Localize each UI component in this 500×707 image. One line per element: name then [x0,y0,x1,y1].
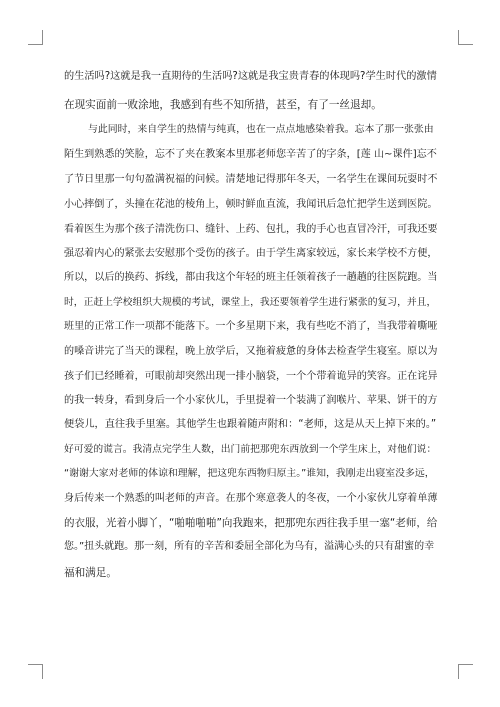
paragraph-line: “谢谢大家对老师的体谅和理解，把这兜东西物归原主。”谁知，我刚走出寝室没多远， [64,468,435,479]
paragraph-line: 身后传来一个熟悉的叫老师的声音。在那个寒意袭人的冬夜，一个小家伙儿穿着单薄 [64,493,438,504]
paragraph-line: 的衣服，光着小脚丫，“啪啪啪啪”向我跑来，把那兜东西往我手里一塞“老师，给 [64,517,438,529]
paragraph-line: 的我一转身，看到身后一个小家伙儿，手里提着一个装满了润喉片、苹果、饼干的方 [64,395,438,406]
paragraph-line: 的嗓音讲完了当天的课程，晚上放学后，又拖着疲惫的身体去检查学生寝室。原以为 [64,346,438,357]
paragraph-line: 小心摔倒了，头撞在花池的棱角上，顿时鲜血直流，我闻讯后急忙把学生送到医院。 [64,199,438,210]
paragraph-line: 强忍着内心的紧张去安慰那个受伤的孩子。由于学生离家较远，家长来学校不方便， [64,248,438,259]
paragraph-line: 了节日里那一句句盈满祝福的问候。清楚地记得那年冬天，一名学生在课间玩耍时不 [64,174,438,185]
paragraph-line: 看着医生为那个孩子清洗伤口、缝针、上药、包扎，我的手心也直冒冷汗，可我还要 [64,224,438,235]
paragraph-line: 孩子们已经睡着，可眼前却突然出现一排小脑袋，一个个带着诡异的笑容。正在诧异 [64,371,438,382]
paragraph-line: 便袋儿，直往我手里塞。其他学生也跟着随声附和：“老师，这是从天上掉下来的。” [64,419,437,430]
paragraph-line: 班里的正常工作一项都不能落下。一个多星期下来，我有些吃不消了，当我带着嘶哑 [64,321,438,332]
paragraph-line: 时，正赶上学校组织大规模的考试，课堂上，我还要领着学生进行紧张的复习，并且， [64,297,437,308]
paragraph-line: 与此同时，来自学生的热情与纯真，也在一点点地感染着我。忘本了那一张张由 [88,124,434,135]
paragraph-line: 在现实面前一败涂地，我感到有些不知所措，甚至，有了一丝退却。 [64,99,382,111]
paragraph-line: 福和满足。 [64,567,117,579]
paragraph-line: 好可爱的谎言。我清点完学生人数，出门前把那兜东西放到一个学生床上，对他们说： [64,444,437,455]
paragraph-line: 所以，以后的换药、拆线，都由我这个年轻的班主任领着孩子一趟趟的往医院跑。当 [64,272,438,283]
paragraph-line: 陌生到熟悉的笑脸，忘不了夹在教案本里那老师您辛苦了的字条，[莲 山~课件]忘不 [64,149,437,160]
paragraph-line: 您。”扭头就跑。那一刻，所有的辛苦和委屈全部化为乌有，溢满心头的只有甜蜜的幸 [64,541,435,552]
paragraph-line: 的生活吗?这就是我一直期待的生活吗?这就是我宝贵青春的体现吗?学生时代的激情 [64,71,437,82]
